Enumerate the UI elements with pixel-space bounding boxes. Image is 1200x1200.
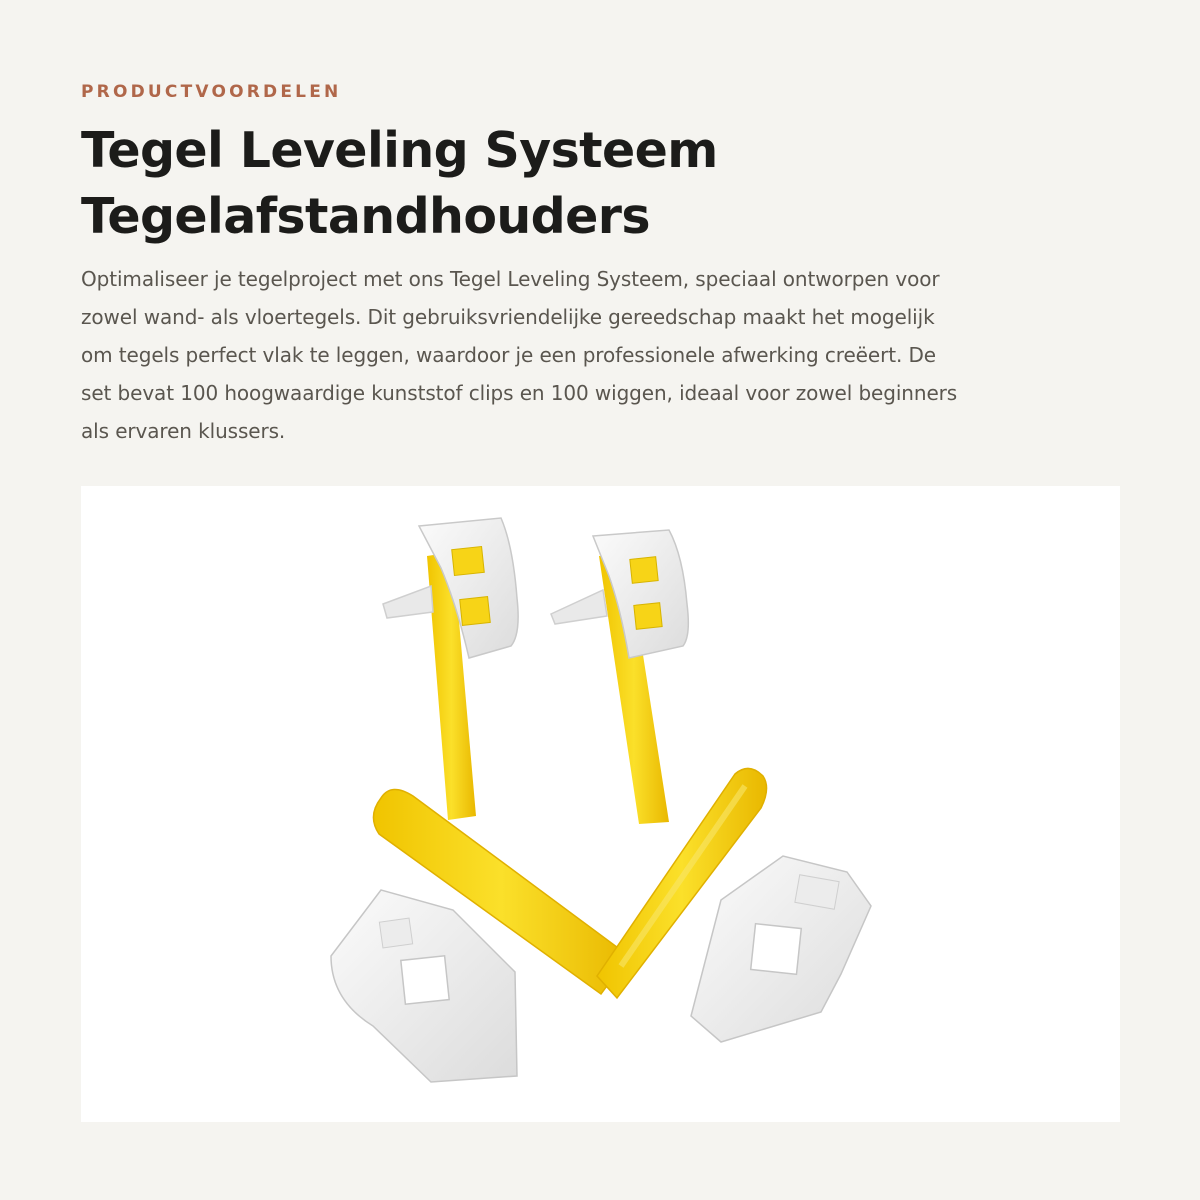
- leveling-clip-4: [691, 856, 871, 1042]
- product-title-line-2: Tegelafstandhouders: [81, 188, 650, 245]
- clip-1-base-tab: [383, 586, 433, 618]
- clip-2-window-bottom: [634, 603, 662, 630]
- clip-2-window-top: [630, 557, 658, 584]
- clip-2-base-tab: [551, 590, 607, 624]
- section-eyebrow: PRODUCTVOORDELEN: [81, 82, 342, 102]
- clip-3-window: [401, 956, 449, 1004]
- leveling-clip-1: [383, 518, 518, 820]
- leveling-clip-3: [331, 890, 517, 1082]
- product-description-line-2: zowel wand- als vloertegels. Dit gebruiksvriendelijke gereedschap maakt het mogelijk: [81, 305, 935, 329]
- product-description-line-4: set bevat 100 hoogwaardige kunststof clips en 100 wiggen, ideaal voor zowel beginners: [81, 381, 958, 405]
- product-title-line-1: Tegel Leveling Systeem: [81, 122, 718, 179]
- product-description-line-1: Optimaliseer je tegelproject met ons Tegel Leveling Systeem, speciaal ontworpen voor: [81, 267, 940, 291]
- clip-4-window: [751, 924, 802, 975]
- product-description-line-3: om tegels perfect vlak te leggen, waardoor je een professionele afwerking creëert. De: [81, 343, 936, 367]
- clip-1-window-top: [452, 547, 485, 576]
- product-illustration: [81, 486, 1120, 1122]
- product-title: [81, 118, 1121, 250]
- product-description: [81, 260, 1091, 450]
- leveling-clip-2: [551, 530, 688, 824]
- clip-3-slot: [379, 918, 412, 948]
- product-description-line-5: als ervaren klussers.: [81, 419, 286, 443]
- clip-1-window-bottom: [460, 597, 491, 626]
- product-image: [81, 486, 1120, 1122]
